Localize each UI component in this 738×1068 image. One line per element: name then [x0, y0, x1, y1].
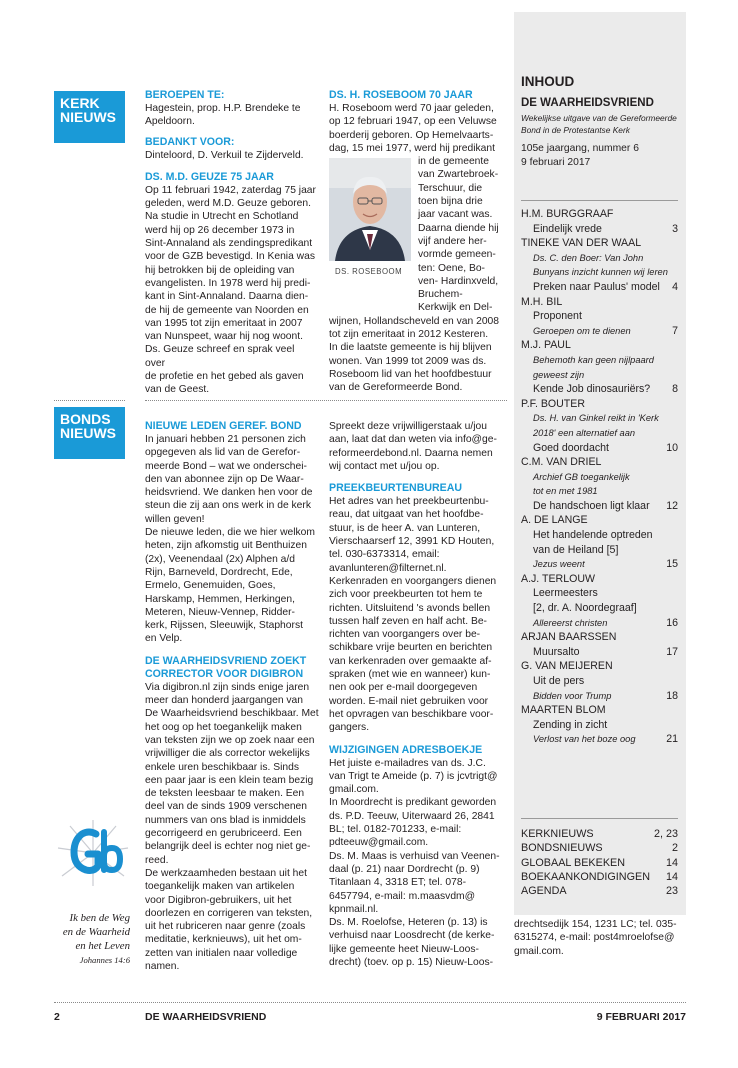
toc-title-text: Leermeesters	[533, 587, 598, 600]
toc-page-number: 3	[672, 222, 678, 235]
text-line: wonen. Van 1999 tot 2009 was ds.	[329, 355, 487, 367]
toc-entry	[521, 645, 678, 660]
text-line: van kerkenraden over gemaakte af-	[329, 655, 492, 667]
text-line: gmail.com.	[329, 784, 379, 796]
text-line: van teksten zijn we op zoek naar een	[145, 734, 315, 746]
toc-author: A.J. TERLOUW	[521, 572, 595, 585]
text-line: Ermelo, Genemuiden, Goes,	[145, 580, 276, 592]
text-line: zich voor preekbeurten tot hem te	[329, 589, 483, 601]
text-line: doorlezen en corrigeren van teksten,	[145, 907, 313, 919]
toc-header	[521, 74, 683, 170]
toc-section-name: GLOBAAL BEKEKEN	[521, 856, 626, 869]
corrector-heading	[145, 655, 319, 681]
toc-entry	[521, 543, 678, 558]
toc-entry	[521, 586, 678, 601]
toc-title-text: Verlost van het boze oog	[533, 734, 636, 745]
roseboom-heading: DS. H. ROSEBOOM 70 JAAR	[329, 89, 473, 101]
text-line: kpnmail.nl.	[329, 903, 379, 915]
toc-title-text: Jezus weent	[533, 559, 585, 570]
toc-entry	[521, 601, 678, 616]
toc-title-text: Preken naar Paulus' model	[533, 280, 660, 293]
text-line: avanlunteren@filternet.nl.	[329, 562, 447, 574]
text-line: toen bijna drie	[418, 196, 483, 208]
toc-page-number: 18	[666, 689, 678, 702]
text-line: hij betrokken bij de opleiding van	[145, 264, 295, 276]
text-line: voor de GZB bevestigd. In Kenia was	[145, 251, 315, 263]
text-line: namen.	[145, 960, 180, 972]
text-line: op 12 februari 1947, op een Veluwse	[329, 116, 497, 128]
text-line: nen ook per e-mail doorgegeven	[329, 682, 478, 694]
text-line: van de Geest.	[145, 384, 210, 396]
text-line: Dinteloord, D. Verkuil te Zijderveld.	[145, 149, 304, 161]
toc-sections	[521, 827, 678, 898]
toc-entry	[521, 616, 678, 631]
toc-author: M.J. PAUL	[521, 339, 571, 352]
label-line: BONDS	[60, 411, 111, 427]
text-line: voor Digibron-gebruikers, uit het	[145, 894, 292, 906]
toc-page-number: 14	[665, 870, 678, 883]
text-line: H. Roseboom werd 70 jaar geleden,	[329, 103, 494, 114]
text-line: worden. E-mail niet gebruiken voor	[329, 695, 489, 707]
text-line: reformeerdebond.nl. Daarna nemen	[329, 447, 493, 459]
toc-entry	[521, 382, 678, 397]
toc-section-row	[521, 841, 678, 855]
beroepen-heading: BEROEPEN TE:	[145, 89, 225, 101]
text-line: van Zwartebroek-	[418, 169, 499, 181]
text-line: Apeldoorn.	[145, 116, 195, 128]
toc-title-text: Muursalto	[533, 645, 580, 658]
text-line: tussen half zeven en half acht. Be-	[329, 615, 487, 627]
toc-page-number: 12	[666, 499, 678, 512]
toc-author: P.F. BOUTER	[521, 397, 585, 410]
roseboom-photo	[329, 158, 411, 261]
text-line: zetten van initialen naar volledige	[145, 947, 298, 959]
text-line: stuur, is de heer A. van Lunteren,	[329, 522, 481, 534]
text-line: drecht) (toev. op p. 15) Nieuw-Loos-	[329, 956, 494, 968]
toc-section-name: BOEKAANKONDIGINGEN	[521, 870, 650, 883]
quote-line: en de Waarheid	[62, 926, 130, 938]
footer-page-number: 2	[54, 1011, 60, 1023]
toc-title-text: Behemoth kan geen nijlpaard	[533, 354, 654, 365]
text-line: uit het rubriceren naar genre (zoals	[145, 921, 306, 933]
text-line: Ds. M. Maas is verhuisd van Veenen-	[329, 850, 500, 862]
text-line: daal (p. 21) naar Dordrecht (p. 9)	[329, 863, 480, 875]
text-line: jaar vacant was.	[418, 209, 493, 221]
toc-entry	[521, 513, 678, 528]
text-line: Op 11 februari 1942, zaterdag 75 jaar	[145, 184, 316, 196]
text-line: opgegeven als lid van de Gerefor-	[145, 447, 301, 459]
toc-title-text: Goed doordacht	[533, 441, 609, 454]
toc-title-text: van de Heiland [5]	[533, 543, 619, 556]
photo-caption: DS. ROSEBOOM	[335, 267, 403, 277]
toc-entry	[521, 718, 678, 733]
toc-entry	[521, 470, 678, 485]
toc-entry	[521, 455, 678, 470]
text-line: belangrijk deel is echter nog niet ge-	[145, 841, 311, 853]
preek-heading: PREEKBEURTENBUREAU	[329, 482, 463, 495]
text-line: de hij de gemeente van Noorden en	[145, 304, 309, 316]
text-line: deel van de sinds 1909 verschenen	[145, 801, 308, 813]
toc-entry	[521, 557, 678, 572]
toc-divider	[521, 818, 678, 819]
text-line: lijke gemeente heet Nieuw-Loos-	[329, 943, 479, 955]
toc-title-text: Het handelende optreden	[533, 529, 653, 542]
text-line: Meteren, Nieuw-Vennep, Ridder-	[145, 606, 295, 618]
toc-entry	[521, 674, 678, 689]
portrait-image	[329, 158, 411, 261]
text-line: van Nunspeet, waar hij nog woont.	[145, 331, 303, 343]
text-line: gecorrigeerd en gerubriceerd. Een	[145, 828, 302, 840]
gb-logo-icon	[56, 818, 130, 888]
toc-entry	[521, 324, 678, 339]
text-line: kant in Sint-Annaland. Daarna dien-	[145, 291, 309, 303]
text-line: reed.	[145, 854, 169, 866]
text-line: Kerkenraden en voorgangers dienen	[329, 575, 497, 587]
toc-title-text: De handschoen ligt klaar	[533, 499, 650, 512]
quote-line: en het Leven	[75, 940, 130, 952]
toc-title-text: geweest zijn	[533, 369, 585, 380]
text-line: heidsvriend. We danken hen voor de	[145, 487, 313, 499]
bondsnieuws-col1	[145, 420, 319, 973]
toc-page-number: 2, 23	[653, 828, 678, 840]
text-line: tot zijn emeritaat in 2012 Kesteren.	[329, 329, 489, 341]
text-line: steun die zij aan ons werk in de kerk	[145, 500, 311, 512]
text-line: een paar jaar is een klein team bezig	[145, 774, 314, 786]
toc-author: A. DE LANGE	[521, 514, 588, 527]
text-line: en Velp.	[145, 633, 183, 645]
toc-title-text: Bidden voor Trump	[533, 690, 612, 701]
toc-page-number: 21	[666, 733, 678, 746]
text-line: De nieuwe leden, die we hier welkom	[145, 527, 315, 539]
toc-magazine: DE WAARHEIDSVRIEND	[521, 97, 654, 109]
toc-entry	[521, 499, 678, 514]
toc-page-number: 23	[665, 885, 678, 898]
text-line: reau, dat uitgaat van het hoofdbe-	[329, 509, 484, 521]
text-line: meer dan honderd jaargangen van	[145, 695, 304, 707]
toc-entry	[521, 265, 678, 280]
heading-line: CORRECTOR VOOR DIGIBRON	[145, 667, 304, 680]
text-line: Na studie in Utrecht en Schotland	[145, 211, 299, 223]
toc-title-text: Geroepen om te dienen	[533, 325, 631, 336]
kerknieuws-col2	[329, 89, 507, 395]
text-line: Ds. Geuze schreef en sprak veel over	[145, 344, 295, 369]
adres-heading: WIJZIGINGEN ADRESBOEKJE	[329, 743, 483, 756]
toc-page-number: 16	[666, 616, 678, 629]
label-line: NIEUWS	[60, 425, 116, 441]
kerknieuws-col1	[145, 89, 317, 397]
toc-title-text: Ds. H. van Ginkel reikt in 'Kerk	[533, 413, 659, 424]
toc-section-row	[521, 870, 678, 884]
toc-volume: 105e jaargang, nummer 6	[521, 143, 639, 154]
toc-entry	[521, 295, 678, 310]
text-line: Rijn, Barneveld, Dordrecht, Ede,	[145, 566, 293, 578]
toc-section-name: BONDSNIEUWS	[521, 842, 603, 855]
text-line: vijf andere her-	[418, 235, 487, 247]
toc-entry	[521, 630, 678, 645]
text-line: Sint-Annaland als zendingspredikant	[145, 238, 313, 250]
text-line: den van abonnee zijn op De Waar-	[145, 473, 304, 485]
logo-quote	[40, 911, 130, 967]
geuze-heading: DS. M.D. GEUZE 75 JAAR	[145, 170, 274, 183]
text-line: van 1995 tot zijn emeritaat in 2007	[145, 317, 303, 329]
text-line: wij contact met u/jou op.	[329, 460, 440, 472]
toc-page-number: 8	[672, 383, 678, 396]
text-line: spraken (met wie en wanneer) kun-	[329, 669, 491, 681]
text-line: meditatie, kerknieuws), uit het om-	[145, 934, 302, 946]
toc-entry	[521, 572, 678, 587]
text-line: Via digibron.nl zijn sinds enige jaren	[145, 681, 310, 693]
text-line: 6457794, e-mail: m.maasvdm@	[329, 890, 476, 902]
toc-author: MAARTEN BLOM	[521, 704, 606, 717]
toc-title-text: Eindelijk vrede	[533, 222, 602, 235]
text-line: ds. P.D. Teeuw, Uiterwaard 26, 2841	[329, 810, 495, 822]
toc-title-text: Kende Job dinosauriërs?	[533, 383, 651, 396]
heading-line: DE WAARHEIDSVRIEND ZOEKT	[145, 654, 307, 667]
text-line: nummers van ons blad is inmiddels	[145, 814, 306, 826]
text-line: Hagestein, prop. H.P. Brendeke te	[145, 103, 301, 114]
toc-title-text: [2, dr. A. Noordegraaf]	[533, 602, 637, 615]
toc-entry	[521, 368, 678, 383]
toc-author: C.M. VAN DRIEL	[521, 456, 602, 469]
text-line: richten van voorgangers over be-	[329, 629, 481, 641]
toc-entry	[521, 703, 678, 718]
kerknieuws-label	[54, 91, 125, 143]
text-line: Terschuur, die	[418, 182, 483, 194]
text-line: heten, zijn afkomstig uit Benthuizen	[145, 540, 307, 552]
text-line: enkele uren beschikbaar is. Sinds	[145, 761, 299, 773]
toc-desc-line: Bond in de Protestantse Kerk	[521, 125, 630, 135]
toc-title-text: Archief GB toegankelijk	[533, 471, 630, 482]
footer-magazine: DE WAARHEIDSVRIEND	[145, 1011, 267, 1023]
toc-entry	[521, 426, 678, 441]
text-line: verhuisd naar Loosdrecht (de kerke-	[329, 930, 495, 942]
text-line: de profetie en het gebed als gaven	[145, 371, 304, 383]
text-line: dag, 15 mei 1977, werd hij predikant	[329, 142, 495, 154]
toc-entry	[521, 222, 678, 237]
toc-section-name: AGENDA	[521, 885, 567, 898]
toc-page-number: 4	[672, 280, 678, 293]
text-line: De werkzaamheden bestaan uit het	[145, 867, 307, 879]
toc-entry	[521, 309, 678, 324]
text-line: ten: Oene, Bo-	[418, 262, 485, 274]
toc-entry	[521, 732, 678, 747]
bedankt-heading: BEDANKT VOOR:	[145, 135, 235, 148]
label-line: NIEUWS	[60, 109, 116, 125]
toc-entries	[521, 207, 678, 747]
toc-entry	[521, 338, 678, 353]
toc-entry	[521, 484, 678, 499]
text-line: gmail.com.	[514, 945, 564, 957]
footer-date: 9 FEBRUARI 2017	[596, 1011, 686, 1023]
text-line: Harskamp, Hemmen, Herkingen,	[145, 593, 295, 605]
text-line: in de gemeente	[418, 156, 489, 168]
toc-page-number: 17	[666, 645, 678, 658]
toc-author: TINEKE VAN DER WAAL	[521, 237, 642, 250]
toc-entry	[521, 251, 678, 266]
text-line: van de Gereformeerde Bond.	[329, 382, 463, 394]
text-line: geleden, werd M.D. Geuze geboren.	[145, 198, 311, 210]
toc-title-text: Ds. C. den Boer: Van John	[533, 252, 644, 263]
label-line: KERK	[60, 95, 100, 111]
toc-section-name: KERKNIEUWS	[521, 828, 594, 840]
leden-heading: NIEUWE LEDEN GEREF. BOND	[145, 420, 302, 432]
text-line: ven- Hardinxveld,	[418, 275, 499, 287]
text-line: BL; tel. 0182-701233, e-mail:	[329, 824, 462, 836]
toc-entry	[521, 397, 678, 412]
text-line: het oog op het toegankelijk maken	[145, 721, 302, 733]
text-line: Bruchem-	[418, 289, 463, 301]
bondsnieuws-label	[54, 407, 125, 459]
toc-title-text: Bunyans inzicht kunnen wij leren	[533, 267, 668, 278]
toc-entry	[521, 207, 678, 222]
text-line: Het juiste e-mailadres van ds. J.C.	[329, 757, 486, 769]
bondsnieuws-col2	[329, 420, 507, 969]
text-line: willen geven!	[145, 513, 205, 525]
toc-title-text: Allereerst christen	[533, 617, 608, 628]
adres-continuation	[514, 918, 694, 958]
toc-entry	[521, 353, 678, 368]
text-line: (2x), Veenendaal (2x) Alphen a/d	[145, 553, 295, 565]
toc-section-row	[521, 827, 678, 841]
text-line: de teksten leesbaar te maken. Een	[145, 788, 305, 800]
text-line: gangers.	[329, 722, 370, 734]
toc-author: ARJAN BAARSSEN	[521, 631, 617, 644]
text-line: Kerkwijk en Del-	[418, 302, 493, 314]
text-line: 6315274, e-mail: post4mroelofse@	[514, 932, 675, 944]
text-line: Titanlaan 4, 3318 ET; tel. 078-	[329, 877, 466, 889]
text-line: Spreekt deze vrijwilligerstaak u/jou	[329, 421, 487, 432]
text-line: kerk, Rijssen, Sleeuwijk, Staphorst	[145, 620, 303, 632]
text-line: vrijwilliger die als corrector wekelijks	[145, 748, 310, 760]
toc-entry	[521, 528, 678, 543]
toc-title-text: Proponent	[533, 310, 582, 323]
toc-page-number: 15	[666, 558, 678, 571]
text-line: pdteeuw@gmail.com.	[329, 837, 429, 849]
toc-section-row	[521, 856, 678, 870]
text-line: drechtsedijk 154, 1231 LC; tel. 035-	[514, 919, 677, 930]
toc-page-number: 2	[671, 842, 678, 855]
text-line: In Moordrecht is predikant geworden	[329, 797, 497, 809]
toc-entry	[521, 441, 678, 456]
section-divider	[145, 400, 507, 401]
section-divider	[54, 400, 125, 401]
toc-author: H.M. BURGGRAAF	[521, 208, 614, 220]
toc-desc-line: Wekelijkse uitgave van de Gereformeerde	[521, 113, 677, 123]
text-line: tel. 030-6373314, email:	[329, 549, 440, 561]
text-line: aan, laat dat dan weten via info@ge-	[329, 434, 497, 446]
footer-rule	[54, 1002, 686, 1003]
toc-entry	[521, 411, 678, 426]
toc-title-text: tot en met 1981	[533, 486, 598, 497]
text-line: wijnen, Hollandscheveld en van 2008	[329, 315, 500, 327]
text-line: boerderij geboren. Op Hemelvaarts-	[329, 129, 494, 141]
text-line: werd hij op 26 december 1973 in	[145, 224, 295, 236]
quote-line: Ik ben de Weg	[69, 912, 130, 924]
toc-title-text: Zending in zicht	[533, 718, 608, 731]
text-line: toegankelijk maken van artikelen	[145, 881, 295, 893]
toc-description	[521, 112, 683, 136]
toc-divider	[521, 200, 678, 201]
toc-entry	[521, 236, 678, 251]
text-line: evangelisten. In 1978 werd hij predi-	[145, 277, 311, 289]
toc-page-number: 14	[665, 856, 678, 869]
text-line: het opvragen van beschikbare voor-	[329, 708, 494, 720]
toc-title-text: Uit de pers	[533, 675, 585, 687]
text-line: Roseboom lid van het hoofdbestuur	[329, 368, 492, 380]
text-line: meerde Bond – wat we onderschei-	[145, 460, 307, 472]
toc-page-number: 7	[672, 324, 678, 337]
toc-title: INHOUD	[521, 74, 575, 89]
toc-section-row	[521, 884, 678, 898]
text-line: van Trigt te Ameide (p. 7) is jcvtrigt@	[329, 770, 498, 782]
text-line: richten. Uitsluitend 's avonds bellen	[329, 602, 491, 614]
text-line: In die laatste gemeente is hij blijven	[329, 342, 492, 354]
toc-author: M.H. BIL	[521, 295, 563, 308]
toc-author: G. VAN MEIJEREN	[521, 660, 613, 673]
text-line: vormde gemeen-	[418, 249, 496, 261]
toc-date: 9 februari 2017	[521, 157, 591, 168]
toc-title-text: 2018' een alternatief aan	[533, 427, 636, 438]
text-line: Vierschaarserf 12, 3991 KD Houten,	[329, 536, 495, 548]
text-line: In januari hebben 21 personen zich	[145, 434, 306, 445]
toc-entry	[521, 659, 678, 674]
text-line: De Waarheidsvriend beschikbaar. Met	[145, 708, 319, 720]
text-line: Daarna diende hij	[418, 222, 499, 234]
text-line: Het adres van het preekbeurtenbu-	[329, 496, 489, 508]
gb-logo	[56, 818, 130, 888]
quote-reference: Johannes 14:6	[79, 955, 130, 965]
toc-page-number: 10	[666, 441, 678, 454]
text-line: Ds. M. Roelofse, Heteren (p. 13) is	[329, 917, 488, 929]
toc-entry	[521, 689, 678, 704]
toc-entry	[521, 280, 678, 295]
text-line: schikbare vrije beurten en berichten	[329, 642, 493, 654]
